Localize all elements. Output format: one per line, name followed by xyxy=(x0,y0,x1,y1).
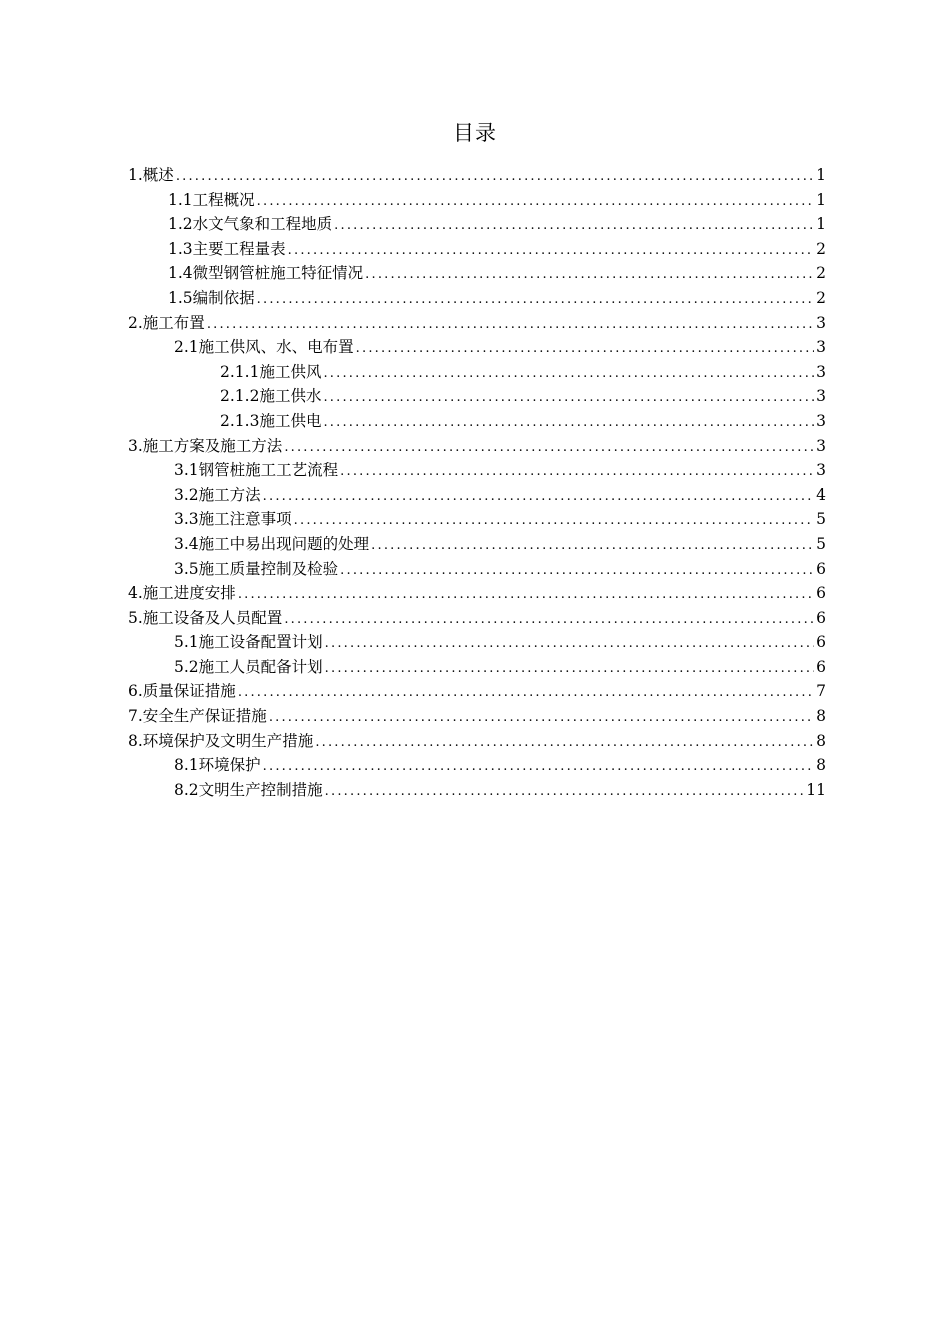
toc-entry-title: 环境保护及文明生产措施 xyxy=(142,731,314,750)
toc-entry-page: 6 xyxy=(816,559,826,578)
toc-dot-leader xyxy=(356,337,814,362)
toc-entry-page: 5 xyxy=(816,510,826,529)
toc-entry-number: 5.2 xyxy=(174,657,199,676)
toc-entry-page: 8 xyxy=(816,731,826,750)
toc-entry-title: 施工注意事项 xyxy=(198,510,292,529)
toc-dot-leader xyxy=(263,755,814,780)
toc-dot-leader xyxy=(288,239,814,264)
toc-dot-leader xyxy=(325,780,805,805)
toc-dot-leader xyxy=(323,362,814,387)
toc-dot-leader xyxy=(365,263,814,288)
toc-dot-leader xyxy=(334,214,814,239)
toc-entry[interactable] xyxy=(128,532,826,557)
toc-entry-title: 概述 xyxy=(142,166,174,184)
toc-entry-number: 2.1 xyxy=(174,338,199,357)
toc-entry-title: 施工供风 xyxy=(259,362,322,381)
toc-entry-page: 11 xyxy=(806,780,826,799)
toc-entry-page: 6 xyxy=(816,584,826,603)
toc-entry-title: 施工供水 xyxy=(259,387,322,406)
toc-entry[interactable] xyxy=(128,311,826,336)
toc-entry[interactable] xyxy=(128,704,826,729)
toc-entry-number: 2.1.3 xyxy=(220,411,260,430)
toc-entry-title: 施工供电 xyxy=(259,411,322,430)
toc-entry-page: 8 xyxy=(816,707,826,726)
toc-entry-number: 8.1 xyxy=(174,756,199,775)
toc-dot-leader xyxy=(238,583,814,608)
toc-entry[interactable] xyxy=(128,557,826,582)
toc-dot-leader xyxy=(269,706,814,731)
toc-entry[interactable] xyxy=(128,483,826,508)
toc-entry-title: 质量保证措施 xyxy=(142,682,236,701)
toc-entry-number: 3.1 xyxy=(174,461,199,480)
toc-entry[interactable] xyxy=(128,630,826,655)
toc-entry[interactable] xyxy=(128,384,826,409)
toc-entry-number: 6. xyxy=(128,682,143,701)
toc-entry-page: 3 xyxy=(816,387,826,406)
toc-dot-leader xyxy=(340,460,814,485)
toc-entry[interactable] xyxy=(128,434,826,459)
toc-dot-leader xyxy=(315,731,814,756)
toc-entry[interactable] xyxy=(128,753,826,778)
toc-entry-title: 工程概况 xyxy=(192,190,255,209)
toc-entry-number: 3.3 xyxy=(174,510,199,529)
toc-entry-number: 1. xyxy=(128,166,143,184)
toc-entry-page: 1 xyxy=(816,215,826,234)
toc-entry-page: 5 xyxy=(816,534,826,553)
toc-entry-number: 7. xyxy=(128,707,143,726)
toc-entry[interactable] xyxy=(128,679,826,704)
toc-entry-page: 4 xyxy=(816,485,826,504)
toc-entry-page: 7 xyxy=(816,682,826,701)
toc-entry-page: 2 xyxy=(816,288,826,307)
toc-entry[interactable] xyxy=(128,581,826,606)
toc-dot-leader xyxy=(294,509,814,534)
toc-entry[interactable] xyxy=(128,507,826,532)
toc-dot-leader xyxy=(323,411,814,436)
toc-entry-page: 2 xyxy=(816,239,826,258)
toc-dot-leader xyxy=(257,288,814,313)
toc-entry[interactable] xyxy=(128,261,826,286)
toc-dot-leader xyxy=(325,632,814,657)
toc-entry-page: 3 xyxy=(816,362,826,381)
toc-entry-number: 4. xyxy=(128,584,143,603)
toc-entry-title: 主要工程量表 xyxy=(192,239,286,258)
toc-entry-number: 1.2 xyxy=(168,215,193,234)
toc-dot-leader xyxy=(257,190,814,215)
toc-entry-page: 3 xyxy=(816,338,826,357)
toc-title: 目录 xyxy=(453,121,497,145)
toc-entry-page: 6 xyxy=(816,657,826,676)
toc-entry-title: 施工中易出现问题的处理 xyxy=(198,534,370,553)
toc-entry-title: 施工人员配备计划 xyxy=(198,657,323,676)
toc-entry-number: 3.2 xyxy=(174,485,199,504)
toc-dot-leader xyxy=(176,165,814,190)
toc-entry[interactable] xyxy=(128,237,826,262)
toc-entry-number: 2.1.2 xyxy=(220,387,260,406)
toc-entry-title: 施工方案及施工方法 xyxy=(142,436,283,455)
toc-entry[interactable] xyxy=(128,778,826,803)
toc-entry-number: 1.3 xyxy=(168,239,193,258)
toc-entry-title: 钢管桩施工工艺流程 xyxy=(198,461,339,480)
toc-entry-number: 5.1 xyxy=(174,633,199,652)
toc-entry-title: 施工设备配置计划 xyxy=(198,633,323,652)
toc-entry-title: 施工供风、水、电布置 xyxy=(198,338,354,357)
toc-entry-number: 3.5 xyxy=(174,559,199,578)
toc-entry[interactable] xyxy=(128,655,826,680)
toc-entry-number: 1.4 xyxy=(168,264,193,283)
toc-entry-title: 安全生产保证措施 xyxy=(142,707,267,726)
toc-entry-page: 6 xyxy=(816,608,826,627)
toc-dot-leader xyxy=(340,559,814,584)
toc-entry-number: 8. xyxy=(128,731,143,750)
toc-entry-number: 2. xyxy=(128,313,143,332)
toc-entry[interactable] xyxy=(128,409,826,434)
toc-entry-title: 环境保护 xyxy=(198,756,261,775)
toc-entry-title: 文明生产控制措施 xyxy=(198,780,323,799)
toc-entry[interactable] xyxy=(128,458,826,483)
toc-entry-title: 施工质量控制及检验 xyxy=(198,559,339,578)
toc-entry[interactable] xyxy=(128,729,826,754)
toc-entry-page: 1 xyxy=(816,190,826,209)
toc-entry-page: 6 xyxy=(816,633,826,652)
toc-entry-title: 水文气象和工程地质 xyxy=(192,215,333,234)
toc-entry[interactable] xyxy=(128,212,826,237)
toc-entry-number: 1.1 xyxy=(168,190,193,209)
toc-entry-page: 1 xyxy=(816,166,826,184)
toc-entry[interactable] xyxy=(128,188,826,213)
toc-entry-page: 3 xyxy=(816,461,826,480)
toc-entry-title: 施工设备及人员配置 xyxy=(142,608,283,627)
toc-dot-leader xyxy=(325,657,814,682)
toc-entry[interactable] xyxy=(128,286,826,311)
toc-entry-number: 2.1.1 xyxy=(220,362,260,381)
toc-entry-number: 3. xyxy=(128,436,143,455)
toc-entry-number: 5. xyxy=(128,608,143,627)
toc-entry-title: 施工方法 xyxy=(198,485,261,504)
toc-entry-page: 3 xyxy=(816,436,826,455)
toc-entry-page: 2 xyxy=(816,264,826,283)
toc-entry-title: 微型钢管桩施工特征情况 xyxy=(192,264,364,283)
toc-entry-title: 编制依据 xyxy=(192,288,255,307)
toc-dot-leader xyxy=(207,313,814,338)
toc-entry-title: 施工进度安排 xyxy=(142,584,236,603)
toc-entry-number: 1.5 xyxy=(168,288,193,307)
toc-entry[interactable] xyxy=(128,360,826,385)
table-of-contents xyxy=(128,163,826,802)
toc-entry[interactable] xyxy=(128,335,826,360)
toc-entry[interactable] xyxy=(128,606,826,631)
toc-entry-page: 3 xyxy=(816,411,826,430)
toc-dot-leader xyxy=(323,386,814,411)
toc-entry-number: 3.4 xyxy=(174,534,199,553)
toc-entry-number: 8.2 xyxy=(174,780,199,799)
toc-dot-leader xyxy=(284,436,814,461)
toc-entry-page: 3 xyxy=(816,313,826,332)
toc-dot-leader xyxy=(284,608,814,633)
toc-dot-leader xyxy=(238,681,814,706)
toc-entry[interactable] xyxy=(128,163,826,188)
toc-entry-page: 8 xyxy=(816,756,826,775)
toc-entry-title: 施工布置 xyxy=(142,313,205,332)
toc-dot-leader xyxy=(263,485,814,510)
toc-dot-leader xyxy=(371,534,814,559)
